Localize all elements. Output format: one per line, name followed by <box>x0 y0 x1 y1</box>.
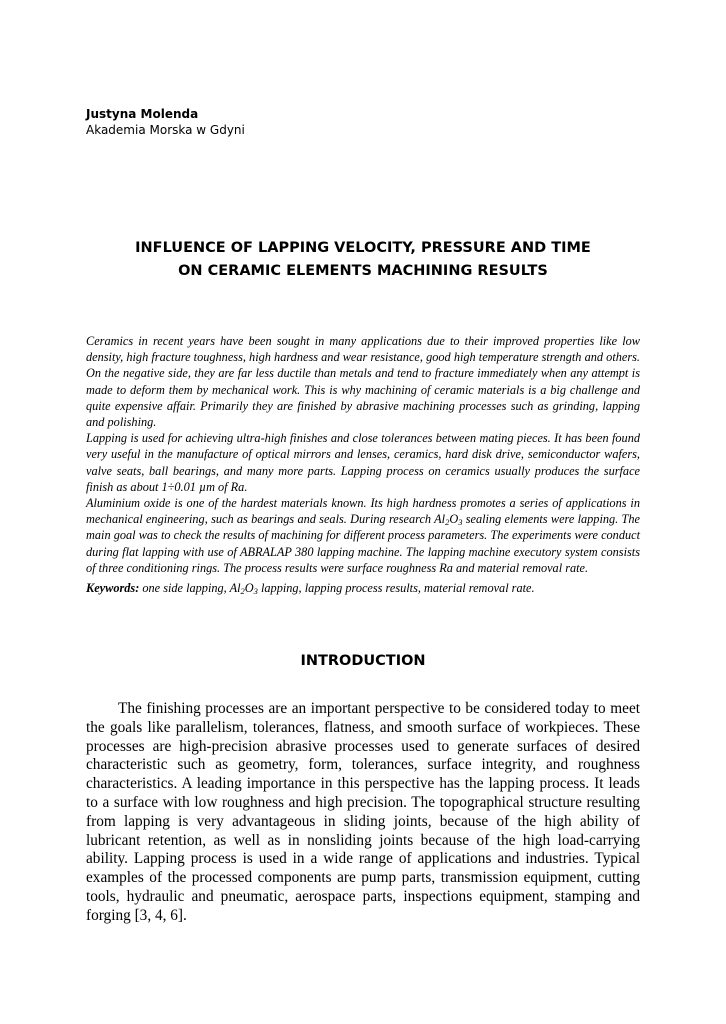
title-line-1: INFLUENCE OF LAPPING VELOCITY, PRESSURE AND TIME <box>135 240 591 256</box>
keywords-text-a: one side lapping, Al <box>139 581 241 596</box>
keywords-text-b: O <box>244 581 254 596</box>
title-line-2: ON CERAMIC ELEMENTS MACHINING RESULTS <box>178 263 548 279</box>
author-block <box>86 106 245 138</box>
abstract-p3-text-b: O <box>449 512 459 527</box>
introduction-paragraph: The finishing processes are an important perspective to be considered today to meet the goals like parallelism, tolerances, flatness, and smooth surface of workpieces. These processes are high-precision abrasive processes used to generate surfaces of desired characteristic such as geometry, form, tolerances, surface integrity, and roughness characteristics. A leading importance in this perspective has the lapping process. It leads to a surface with low roughness and high precision. The topographical structure resulting from lapping is very advantageous in sliding joints, because of the high ability of lubricant retention, as well as in nonsliding joints because of the high load-carrying ability. Lapping process is used in a wide range of applications and industries. Typical examples of the processed components are pump parts, transmission equipment, cutting tools, hydraulic and pneumatic, aerospace parts, inspections equipment, stamping and forging [3, 4, 6]. <box>86 700 640 924</box>
abstract-p3-sub-2: 3 <box>458 517 463 528</box>
author-name: Justyna Molenda <box>86 107 199 121</box>
abstract-paragraph-1: Ceramics in recent years have been sought in many applications due to their improved properties like low density, high fracture toughness, high hardness and wear resistance, good high temperature strength and others. On the negative side, they are far less ductile than metals and tend to fracture immediately when any attempt is made to deform them by mechanical work. This is why machining of ceramic materials is a big challenge and quite expensive affair. Primarily they are finished by abrasive machining processes such as grinding, lapping and polishing. <box>86 334 640 430</box>
paper-title <box>86 237 640 283</box>
abstract-paragraph-3 <box>86 495 640 576</box>
abstract-paragraph-2: Lapping is used for achieving ultra-high finishes and close tolerances between mating pieces. It has been found very useful in the manufacture of optical mirrors and lenses, ceramics, hard disk drive, semiconductor wafers, valve seats, ball bearings, and many more parts. Lapping process on ceramics usually produces the surface finish as about 1÷0.01 µm of Ra. <box>86 431 640 494</box>
keywords-text-c: lapping, lapping process results, material removal rate. <box>257 581 535 596</box>
keywords-sub-2: 3 <box>253 586 258 597</box>
section-heading-introduction: INTRODUCTION <box>300 653 426 669</box>
abstract <box>86 333 640 596</box>
abstract-p3-text-c: sealing elements were lapping. The main goal was to check the results of machining for different process parameters. The experiments were conduct during flat lapping with use of ABRALAP 380 lapping machine. The lapping machine executory system consists of three conditioning rings. The process results were surface roughness Ra and material removal rate. <box>86 512 640 575</box>
keywords <box>86 580 640 596</box>
abstract-p3-sub-1: 2 <box>445 517 450 528</box>
keywords-sub-1: 2 <box>240 586 245 597</box>
keywords-label: Keywords: <box>86 581 140 596</box>
author-affiliation: Akademia Morska w Gdyni <box>86 123 245 137</box>
abstract-p3-text-a: Aluminium oxide is one of the hardest materials known. Its high hardness promotes a series of applications in mechanical engineering, such as bearings and seals. During research Al <box>86 496 640 527</box>
